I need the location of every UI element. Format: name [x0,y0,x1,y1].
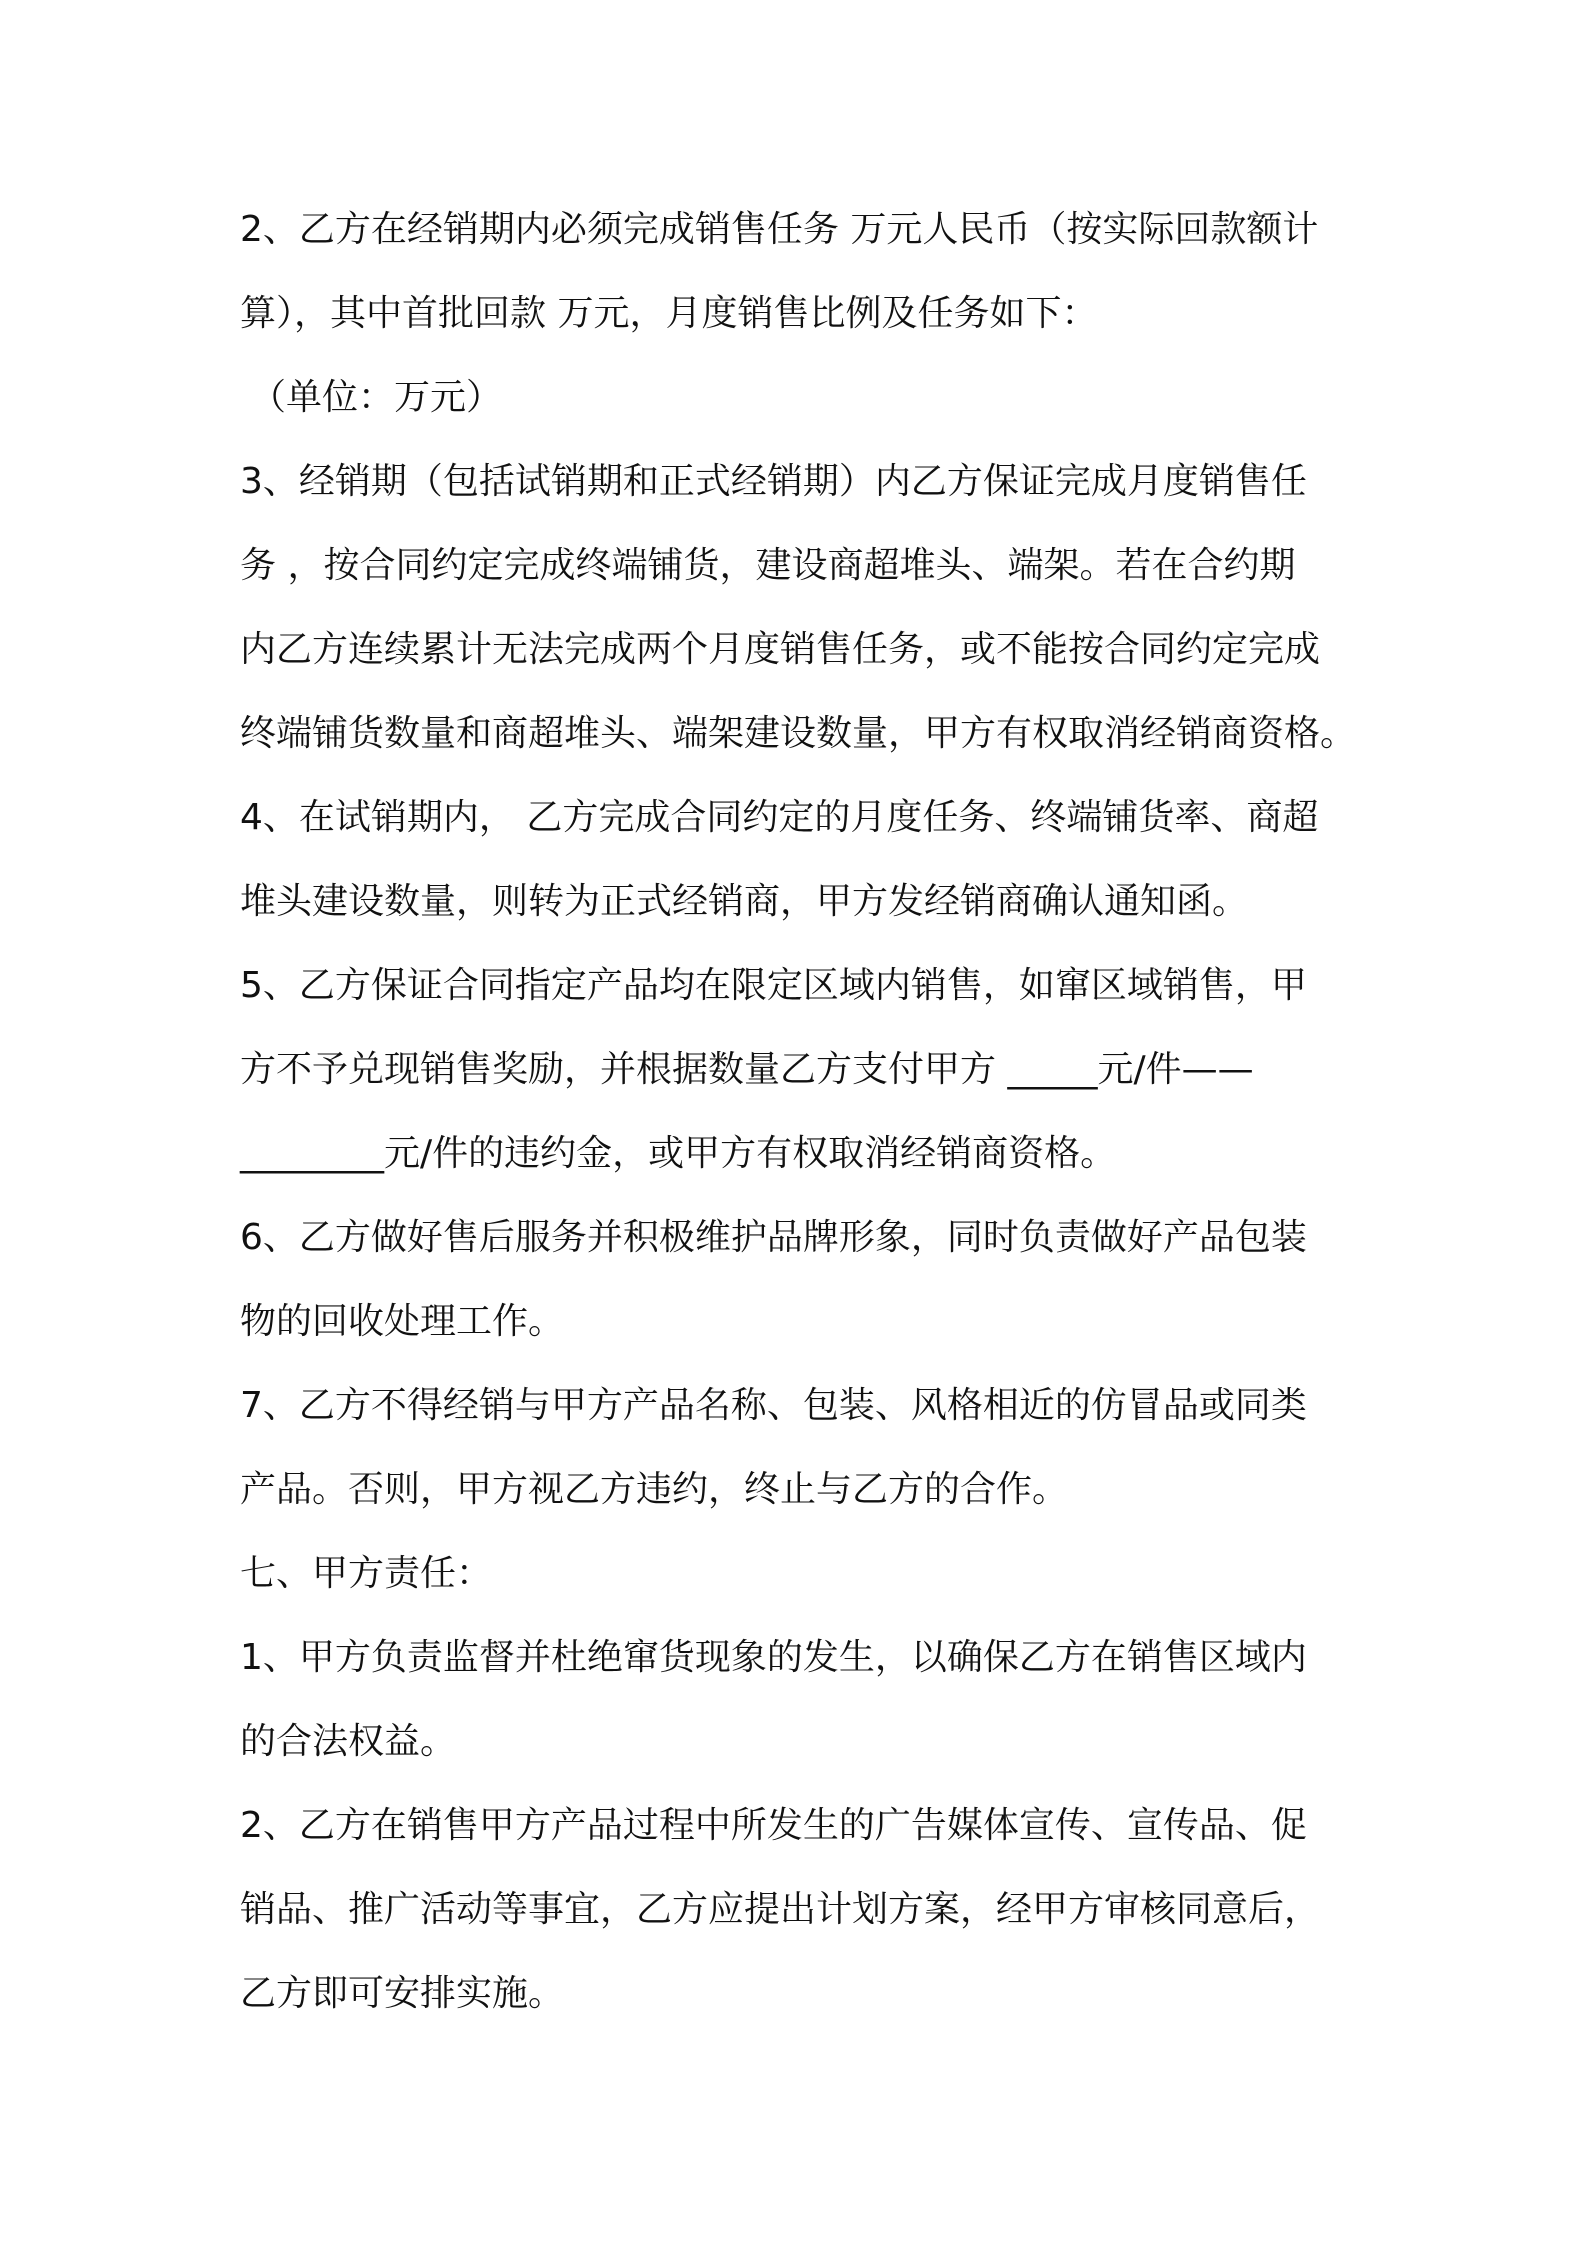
paragraph-after-sales [240,1196,1360,1364]
text-line: 七、甲方责任： [240,1553,493,1594]
text-line: 4、在试销期内， 乙方完成合同约定的月度任务、终端铺货率、商超 [240,797,1319,838]
text-line: ________元/件的违约金，或甲方有权取消经销商资格。 [240,1133,1117,1174]
text-line: 3、经销期（包括试销期和正式经销期）内乙方保证完成月度销售任 [240,461,1307,502]
text-line: 7、乙方不得经销与甲方产品名称、包装、风格相近的仿冒品或同类 [240,1385,1307,1426]
text-line: 5、乙方保证合同指定产品均在限定区域内销售，如窜区域销售，甲 [240,965,1307,1006]
paragraph-anti-crossregion [240,1616,1360,1784]
paragraph-trial-period [240,776,1360,944]
text-line: （单位：万元） [250,377,503,418]
paragraph-promotion-approval [240,1784,1360,2036]
text-line: 2、乙方在经销期内必须完成销售任务 万元人民币（按实际回款额计 [240,209,1319,250]
text-line: 6、乙方做好售后服务并积极维护品牌形象，同时负责做好产品包装 [240,1217,1307,1258]
text-line: 方不予兑现销售奖励，并根据数量乙方支付甲方 _____元/件—— [240,1049,1254,1090]
text-line: 堆头建设数量，则转为正式经销商，甲方发经销商确认通知函。 [240,881,1249,922]
text-line: 产品。否则，甲方视乙方违约，终止与乙方的合作。 [240,1469,1069,1510]
paragraph-counterfeit-ban [240,1364,1360,1532]
text-line: 1、甲方负责监督并杜绝窜货现象的发生，以确保乙方在销售区域内 [240,1637,1307,1678]
paragraph-region-restriction [240,944,1360,1196]
text-line: 内乙方连续累计无法完成两个月度销售任务，或不能按合同约定完成 [240,629,1321,670]
text-line: 务 ，按合同约定完成终端铺货，建设商超堆头、端架。若在合约期 [240,545,1296,586]
text-line: 销品、推广活动等事宜，乙方应提出计划方案，经甲方审核同意后， [240,1889,1321,1930]
text-line: 的合法权益。 [240,1721,457,1762]
section-heading-party-a-duties [240,1532,1360,1616]
text-line: 物的回收处理工作。 [240,1301,565,1342]
text-line: 终端铺货数量和商超堆头、端架建设数量，甲方有权取消经销商资格。 [240,713,1357,754]
text-line: 乙方即可安排实施。 [240,1973,565,2014]
text-line: 算），其中首批回款 万元，月度销售比例及任务如下： [240,293,1098,334]
paragraph-sales-target [240,188,1360,356]
paragraph-unit-note [250,356,1370,440]
paragraph-distribution-period [240,440,1360,776]
text-line: 2、乙方在销售甲方产品过程中所发生的广告媒体宣传、宣传品、促 [240,1805,1307,1846]
